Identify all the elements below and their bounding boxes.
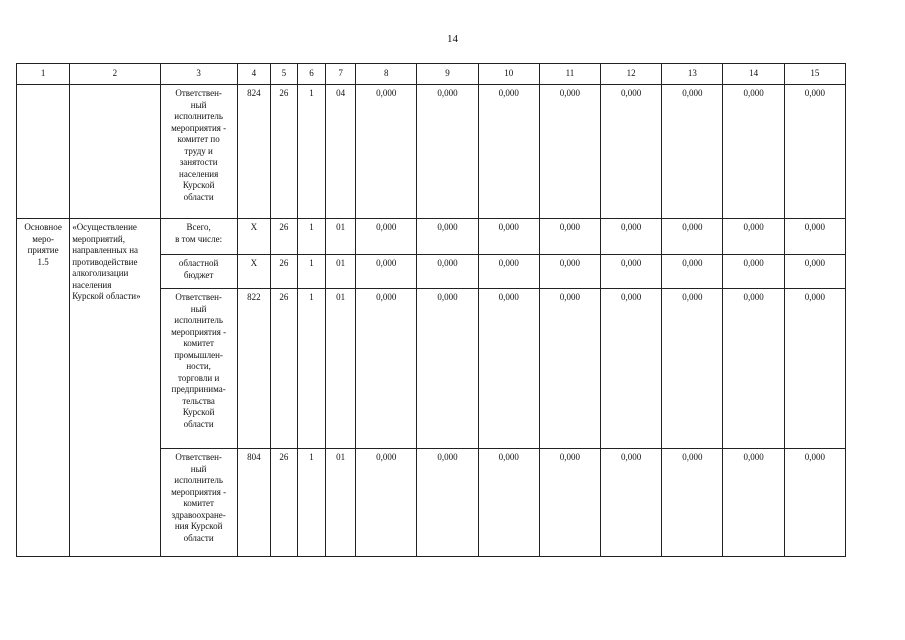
- executor-cell: Ответствен- ный исполнитель мероприятия - комитет по труду и занятости населения Курской области: [160, 85, 237, 219]
- measure-name-cell: «Осуществление мероприятий, направленных на противодействие алкоголизации населения Курской области»: [70, 219, 160, 557]
- amount-cell: 0,000: [784, 219, 845, 255]
- amount-cell: 0,000: [539, 219, 600, 255]
- header-cell: 5: [270, 64, 297, 85]
- code-subprogram-cell: 1: [297, 85, 325, 219]
- code-grbs-cell: 804: [237, 449, 270, 557]
- code-subprogram-cell: 1: [297, 289, 325, 449]
- amount-cell: 0,000: [662, 449, 723, 557]
- header-cell: 12: [601, 64, 662, 85]
- amount-cell: 0,000: [723, 449, 784, 557]
- code-grbs-cell: Х: [237, 219, 270, 255]
- code-program-cell: 26: [270, 449, 297, 557]
- page-number: 14: [447, 33, 458, 45]
- header-cell: 8: [356, 64, 417, 85]
- code-subprogram-cell: 1: [297, 449, 325, 557]
- amount-cell: 0,000: [784, 85, 845, 219]
- amount-cell: 0,000: [539, 85, 600, 219]
- amount-cell: 0,000: [662, 219, 723, 255]
- amount-cell: 0,000: [417, 255, 478, 289]
- header-cell: 11: [539, 64, 600, 85]
- code-program-cell: 26: [270, 85, 297, 219]
- amount-cell: 0,000: [723, 289, 784, 449]
- executor-cell: Ответствен- ный исполнитель мероприятия - комитет здравоохране- ния Курской области: [160, 449, 237, 557]
- amount-cell: 0,000: [539, 289, 600, 449]
- amount-cell: 0,000: [417, 449, 478, 557]
- code-measure-cell: 01: [326, 289, 356, 449]
- measure-code-cell: Основное меро- приятие 1.5: [17, 219, 70, 557]
- amount-cell: 0,000: [723, 255, 784, 289]
- code-measure-cell: 01: [326, 255, 356, 289]
- code-program-cell: 26: [270, 219, 297, 255]
- amount-cell: 0,000: [601, 219, 662, 255]
- code-grbs-cell: Х: [237, 255, 270, 289]
- table-row: [17, 85, 846, 219]
- amount-cell: 0,000: [356, 219, 417, 255]
- budget-table: [16, 63, 846, 557]
- amount-cell: 0,000: [478, 255, 539, 289]
- header-cell: 3: [160, 64, 237, 85]
- amount-cell: 0,000: [601, 255, 662, 289]
- measure-name-cell: [70, 85, 160, 219]
- header-cell: 7: [326, 64, 356, 85]
- header-cell: 13: [662, 64, 723, 85]
- amount-cell: 0,000: [723, 85, 784, 219]
- amount-cell: 0,000: [662, 255, 723, 289]
- header-cell: 9: [417, 64, 478, 85]
- header-cell: 2: [70, 64, 160, 85]
- amount-cell: 0,000: [356, 449, 417, 557]
- amount-cell: 0,000: [356, 289, 417, 449]
- amount-cell: 0,000: [662, 289, 723, 449]
- header-row: [17, 64, 846, 85]
- amount-cell: 0,000: [539, 449, 600, 557]
- amount-cell: 0,000: [784, 449, 845, 557]
- amount-cell: 0,000: [478, 449, 539, 557]
- code-subprogram-cell: 1: [297, 219, 325, 255]
- code-measure-cell: 01: [326, 219, 356, 255]
- header-cell: 14: [723, 64, 784, 85]
- code-measure-cell: 04: [326, 85, 356, 219]
- header-cell: 10: [478, 64, 539, 85]
- amount-cell: 0,000: [478, 289, 539, 449]
- header-cell: 15: [784, 64, 845, 85]
- amount-cell: 0,000: [478, 85, 539, 219]
- header-cell: 4: [237, 64, 270, 85]
- amount-cell: 0,000: [478, 219, 539, 255]
- code-program-cell: 26: [270, 255, 297, 289]
- amount-cell: 0,000: [356, 85, 417, 219]
- amount-cell: 0,000: [784, 289, 845, 449]
- amount-cell: 0,000: [784, 255, 845, 289]
- amount-cell: 0,000: [723, 219, 784, 255]
- header-cell: 1: [17, 64, 70, 85]
- amount-cell: 0,000: [601, 85, 662, 219]
- amount-cell: 0,000: [601, 289, 662, 449]
- amount-cell: 0,000: [601, 449, 662, 557]
- code-grbs-cell: 822: [237, 289, 270, 449]
- code-grbs-cell: 824: [237, 85, 270, 219]
- executor-cell: областной бюджет: [160, 255, 237, 289]
- code-program-cell: 26: [270, 289, 297, 449]
- table-row: [17, 219, 846, 255]
- code-measure-cell: 01: [326, 449, 356, 557]
- executor-cell: Всего, в том числе:: [160, 219, 237, 255]
- code-subprogram-cell: 1: [297, 255, 325, 289]
- amount-cell: 0,000: [417, 219, 478, 255]
- executor-cell: Ответствен- ный исполнитель мероприятия - комитет промышлен- ности, торговли и предпринима- тельства Курской области: [160, 289, 237, 449]
- amount-cell: 0,000: [417, 289, 478, 449]
- amount-cell: 0,000: [417, 85, 478, 219]
- amount-cell: 0,000: [356, 255, 417, 289]
- header-cell: 6: [297, 64, 325, 85]
- measure-code-cell: [17, 85, 70, 219]
- amount-cell: 0,000: [662, 85, 723, 219]
- amount-cell: 0,000: [539, 255, 600, 289]
